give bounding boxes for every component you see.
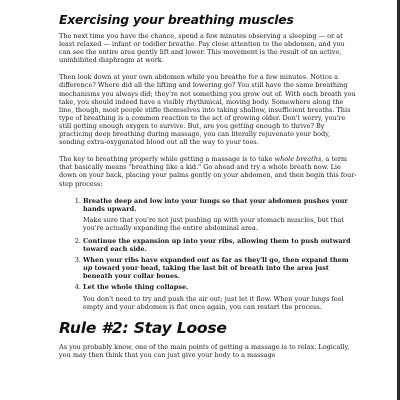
rule-heading: Rule #2: Stay Loose <box>59 318 227 337</box>
paragraph-whole-breaths <box>59 155 357 187</box>
paragraph-infant-breathing: The next time you have the chance, spend a few minutes observing a sleeping — or at least relaxed — infant or toddler breathe. Pay close attention to the abdomen, and you can see the entire area gently lift and lower. This movement is the result of an active, uninhibited diaphragm at work. <box>59 32 345 65</box>
breathing-steps-list <box>59 197 357 311</box>
step-title <box>83 256 349 280</box>
text-run: , a term that basically means "breathing like a kid." Go ahead and try a whole breath now. Lie down on your back, placing your palms gently on your abdomen, and then begin this four-step process: <box>59 155 357 188</box>
list-item-step-1 <box>83 197 357 232</box>
emphasis-whole-breaths: whole breaths <box>274 155 322 164</box>
paragraph-relax: As you probably know, one of the main points of getting a massage is to relax. Logically, you may then think that you can just give your body to a massage <box>59 342 350 359</box>
emphasis-out: out <box>197 256 210 265</box>
paragraph-own-abdomen: Then look down at your own abdomen while you breathe for a few minutes. Notice a difference? Where did all the lifting and lowering go? You still have the same breathing mechanisms you always did; they're not something you grow out of. With each breath you take, you should indeed have a visibly rhythmical, moving body. Somewhere along the line, though, most people stifle themselves into taking shallow, insufficient breaths. This type of breathing is a common reaction to the act of growing older. Don't worry, you're still getting enough oxygen to survive. But, are you getting enough to thrive? By practicing deep breathing during massage, you can literally rejuvenate your body, sending extra-oxygenated blood out all the way to your toes. <box>59 73 356 147</box>
step-title: Breathe deep and low into your lungs so that your abdomen pushes your hands upward. <box>83 196 348 213</box>
list-item-step-3 <box>83 256 357 280</box>
text-run: When your ribs have expanded <box>83 256 198 265</box>
text-column <box>59 12 357 368</box>
text-run: as far as they'll go, then expand them <box>209 256 349 265</box>
step-title: Continue the expansion up into your ribs, allowing them to push outward toward each side. <box>83 236 351 254</box>
text-run: toward your head, taking the last bit of breath into the area just beneath your collar bones. <box>83 264 329 281</box>
section-heading: Exercising your breathing muscles <box>59 12 294 27</box>
step-note: You don't need to try and push the air out; just let it flow. When your lungs feel empty and your abdomen is flat once again, you can restart the process. <box>83 294 344 311</box>
emphasis-up: up <box>83 264 93 273</box>
text-run: The key to breathing properly while getting a massage is to take <box>59 155 275 164</box>
step-title: Let the whole thing collapse. <box>83 283 189 292</box>
list-item-step-2 <box>83 237 357 253</box>
step-note: Make sure that you're not just pushing up with your stomach muscles, but that you're actually expanding the entire abdominal area. <box>83 215 344 232</box>
list-item-step-4 <box>83 283 357 310</box>
